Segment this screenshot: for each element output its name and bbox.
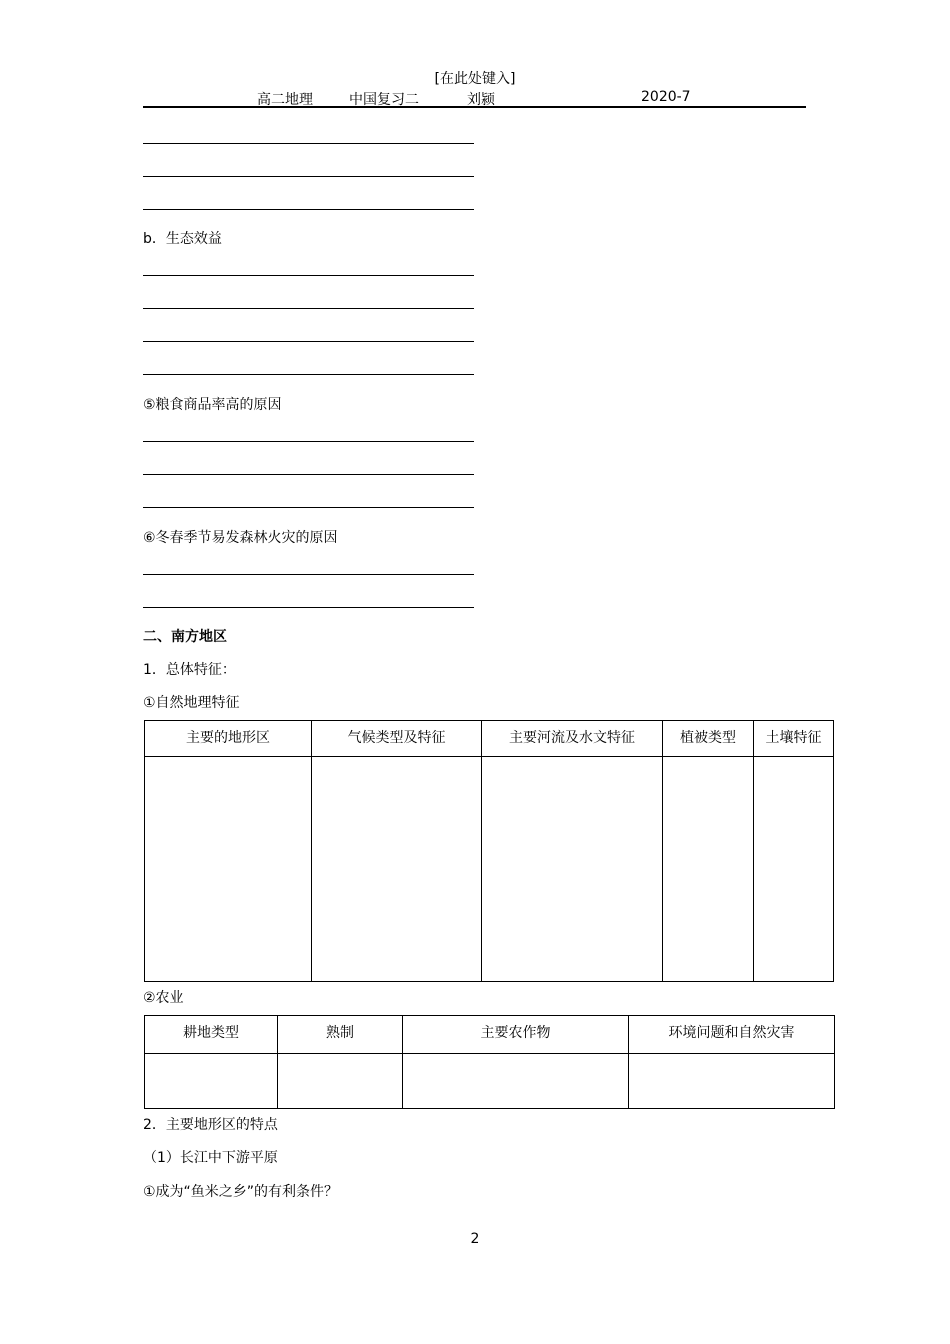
page-number: 2: [470, 1231, 480, 1247]
table-cell[interactable]: [312, 757, 482, 982]
answer-line: [143, 176, 474, 177]
agriculture-title: ②农业: [143, 990, 184, 1006]
table-header-row: [145, 1016, 835, 1054]
table-cell[interactable]: [663, 757, 754, 982]
table-cell[interactable]: [403, 1054, 629, 1109]
answer-line: [143, 607, 474, 608]
item-6-forest-fire: ⑥冬春季节易发森林火灾的原因: [143, 530, 338, 546]
table-row: [145, 757, 834, 982]
answer-line: [143, 341, 474, 342]
answer-line: [143, 474, 474, 475]
header-cell-cropping-system: 熟制: [278, 1016, 403, 1054]
header-rule: [143, 106, 806, 108]
answer-line: [143, 275, 474, 276]
answer-line: [143, 441, 474, 442]
header-cell-main-crops: 主要农作物: [403, 1016, 629, 1054]
subsection-yangtze-plain: （1）长江中下游平原: [143, 1150, 278, 1166]
header-author: 刘颍: [467, 92, 495, 108]
question-fish-rice-land: ①成为“鱼米之乡”的有利条件？: [143, 1184, 339, 1200]
header-cell-environment-issues: 环境问题和自然灾害: [629, 1016, 835, 1054]
table-header-row: [145, 721, 834, 757]
natural-features-table: [144, 720, 834, 982]
answer-line: [143, 209, 474, 210]
header-placeholder: [在此处键入]: [434, 71, 516, 87]
answer-line: [143, 574, 474, 575]
table-cell[interactable]: [629, 1054, 835, 1109]
answer-line: [143, 143, 474, 144]
header-cell-landform: 主要的地形区: [145, 721, 312, 757]
header-cell-climate: 气候类型及特征: [312, 721, 482, 757]
header-cell-rivers: 主要河流及水文特征: [482, 721, 663, 757]
natural-features-title: ①自然地理特征: [143, 695, 240, 711]
subsection-landform-features: 2．主要地形区的特点: [143, 1117, 278, 1133]
header-date: 2020-7: [641, 89, 691, 105]
header-subject: 高二地理: [257, 92, 313, 108]
section-title-south: 二、南方地区: [143, 629, 227, 645]
header-cell-farmland-type: 耕地类型: [145, 1016, 278, 1054]
table-cell[interactable]: [754, 757, 834, 982]
item-5-grain-commodity-rate: ⑤粮食商品率高的原因: [143, 397, 282, 413]
table-cell[interactable]: [278, 1054, 403, 1109]
answer-line: [143, 507, 474, 508]
header-cell-vegetation: 植被类型: [663, 721, 754, 757]
header-course: 中国复习二: [349, 92, 419, 108]
table-row: [145, 1054, 835, 1109]
item-b-ecological-benefit: b．生态效益: [143, 231, 222, 247]
table-cell[interactable]: [145, 757, 312, 982]
header-cell-soil: 土壤特征: [754, 721, 834, 757]
table-cell[interactable]: [145, 1054, 278, 1109]
subsection-overall-features: 1．总体特征：: [143, 662, 236, 678]
agriculture-table: [144, 1015, 835, 1109]
answer-line: [143, 308, 474, 309]
table-cell[interactable]: [482, 757, 663, 982]
answer-line: [143, 374, 474, 375]
